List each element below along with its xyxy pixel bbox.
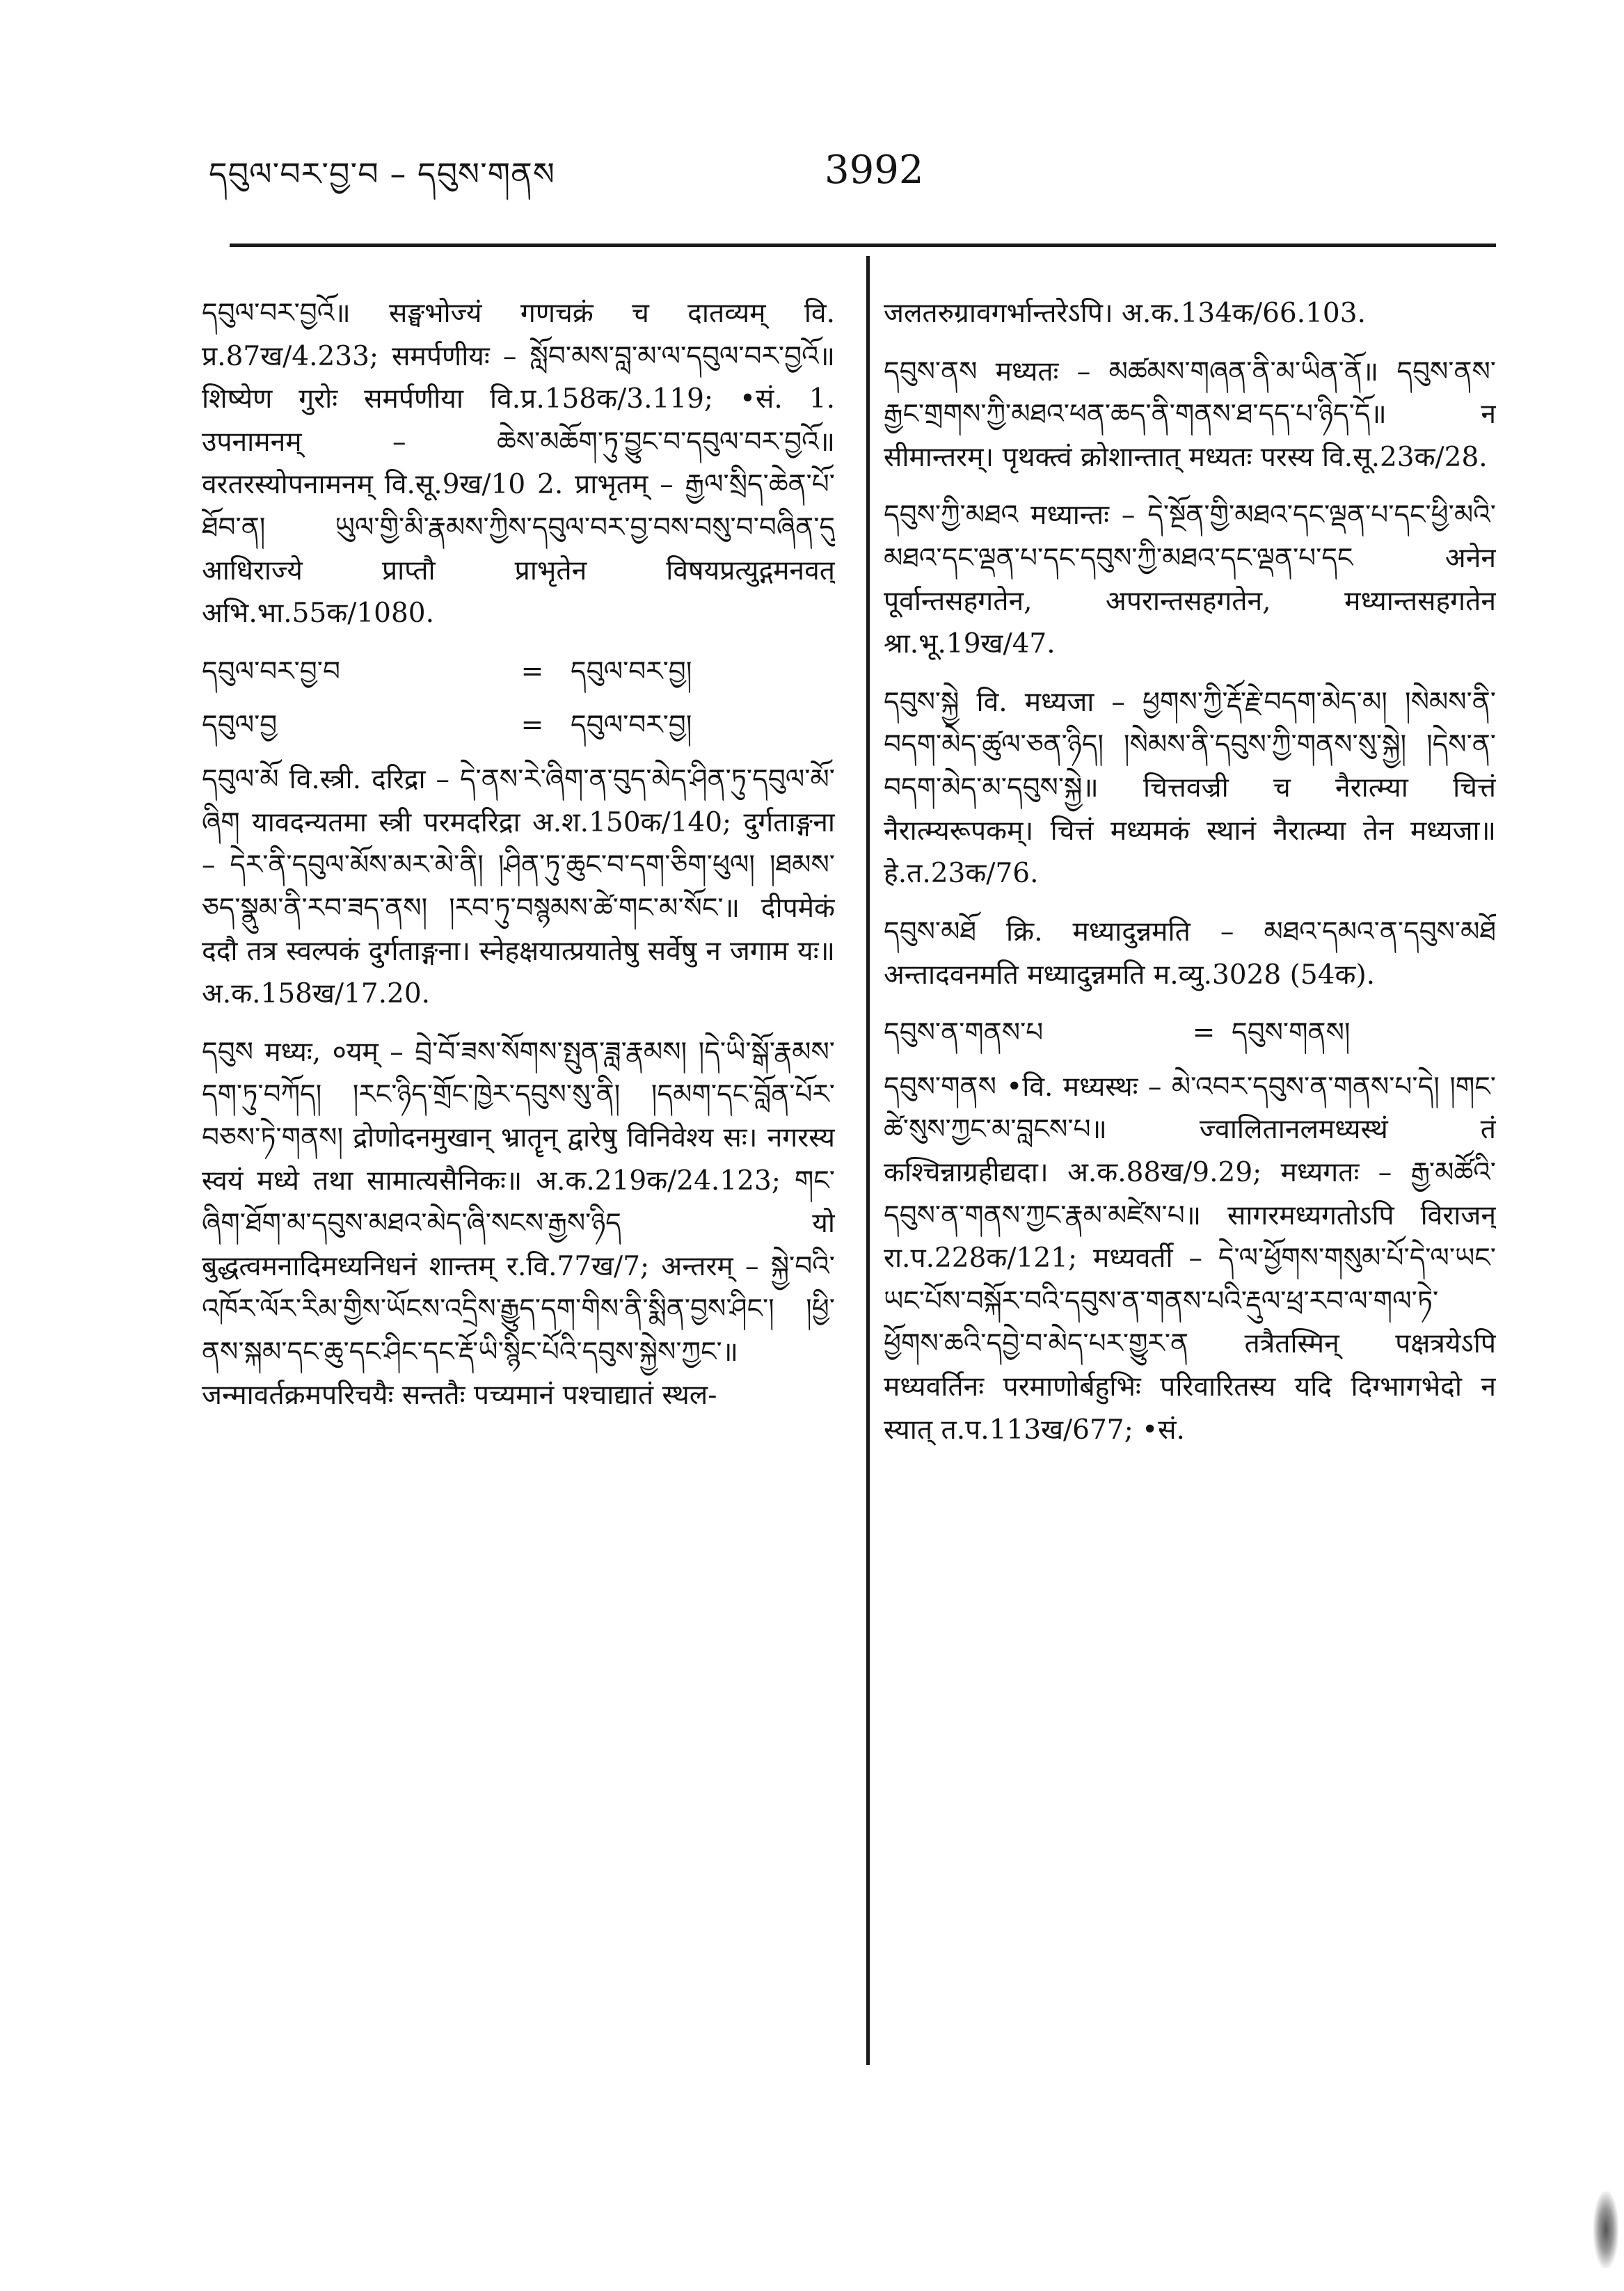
equals-sign: = xyxy=(520,710,544,742)
running-head: དབུལ་བར་བྱ་བ – དབུས་གནས xyxy=(209,155,555,193)
cross-reference xyxy=(202,704,835,747)
dictionary-entry: དབུས་ཀྱི་མཐའ मध्यान्तः – དེ་སྔོན་གྱི་མཐའ་དང་ལྡན་པ་དང་ཕྱི་མའི་མཐའ་དང་ལྡན་པ་དང་དབུས་ཀྱི་མཐའ་དང་ལྡན་པ་དང अनेन पूर्वान्तसहगतेन, अपरान्तसहगतेन, मध्यान्तसहगतेन श्रा.भू.19ख/47. xyxy=(884,500,1496,660)
header-rule xyxy=(230,244,1496,247)
cross-reference-target: དབུས་གནས། xyxy=(1232,1017,1351,1049)
equals-sign: = xyxy=(1192,1017,1216,1049)
right-column xyxy=(884,292,1496,2240)
dictionary-entry: जलतरुग्रावगर्भान्तरेऽपि। अ.क.134क/66.103. xyxy=(884,298,1366,329)
dictionary-entry: དབུས मध्यः, ०यम् – བྲེ་བོ་ཟས་སོགས་སྤུན་ཟླ་རྣམས། །དེ་ཡི་སྒོ་རྣམས་དག་ཏུ་བཀོད། །རང་ཉིད་གྲོང་ཁྱེར་དབུས་སུ་ནི། །དམག་དང་བློན་པོར་བཅས་ཏེ་གནས། द्रोणोदनमुखान् भ्रातॄन् द्वारेषु विनिवेश्य सः। नगरस्य स्वयं मध्ये तथा सामात्यसैनिकः॥ अ.क.219क/24.123; གང་ཞིག་ཐོག་མ་དབུས་མཐའ་མེད་ཞི་སངས་རྒྱས་ཉིད यो बुद्धत्वमनादिमध्यनिधनं शान्तम् र.वि.77ख/7; अन्तरम् – སྐྱེ་བའི་འཁོར་ལོར་རིམ་གྱིས་ཡོངས་འདྲིས་རྒྱུད་དག་གིས་ནི་སྨིན་བྱས་ཤིང་། །ཕྱི་ནས་སྐམ་དང་ཆུ་དང་ཤིང་དང་རྡོ་ཡི་སྙིང་པོའི་དབུས་སྐྱེས་ཀྱང་॥ जन्मावर्तक्रमपरिचयैः सन्ततैः पच्यमानं पश्चाद्यातं स्थल- xyxy=(202,1036,835,1411)
cross-reference-term: དབུས་ན་གནས་པ xyxy=(884,1017,1044,1049)
cross-reference-term: དབུལ་བྱ xyxy=(202,710,278,742)
dictionary-entry: དབུལ་མོ वि.स्त्री. दरिद्रा – དེ་ནས་རེ་ཞིག་ན་བུད་མེད་ཤིན་ཏུ་དབུལ་མོ་ཞིག यावदन्यतमा स्त्री परमदरिद्रा अ.श.150क/140; दुर्गताङ्गना – དེར་ནི་དབུལ་མོས་མར་མེ་ནི། །ཤིན་ཏུ་ཆུང་བ་དག་ཅིག་ཕུལ། །ཐམས་ཅད་སྣུམ་ནི་རབ་ཟད་ནས། །རབ་ཏུ་བསྙམས་ཚེ་གང་མ་སོང་॥ दीपमेकं ददौ तत्र स्वल्पकं दुर्गताङ्गना। स्नेहक्षयात्प्रयातेषु सर्वेषु न जगाम यः॥ अ.क.158ख/17.20. xyxy=(202,764,835,1010)
dictionary-entry: དབུལ་བར་བྱའོ॥ सङ्घभोज्यं गणचक्रं च दातव्यम् वि. प्र.87ख/4.233; समर्पणीयः – སློབ་མས་བླ་མ་ལ་དབུལ་བར་བྱའོ॥ शिष्येण गुरोः समर्पणीया वि.प्र.158क/3.119; •सं. 1. उपनामनम् – ཆེས་མཆོག་ཏུ་བྱུང་བ་དབུལ་བར་བྱའོ॥ वरतरस्योपनामनम् वि.सू.9ख/10 2. प्राभृतम् – རྒྱལ་སྲིད་ཆེན་པོ་ཐོབ་ན། ཡུལ་གྱི་མི་རྣམས་ཀྱིས་དབུལ་བར་བྱ་བས་བསུ་བ་བཞིན་དུ आधिराज्ये प्राप्तौ प्राभृतेन विषयप्रत्युद्गमनवत् अभि.भा.55क/1080. xyxy=(202,298,835,630)
left-column xyxy=(202,292,835,2240)
dictionary-entry: དབུས་གནས •वि. मध्यस्थः – མེ་འབར་དབུས་ན་གནས་པ་དེ། །གང་ཚེ་སུས་ཀྱང་མ་བླངས་པ॥ ज्वालितानलमध्यस्थं तं कश्चिन्नाग्रहीद्यदा। अ.क.88ख/9.29; मध्यगतः – རྒྱ་མཚོའི་དབུས་ན་གནས་ཀྱང་རྣམ་མཛེས་པ॥ सागरमध्यगतोऽपि विराजन् रा.प.228क/121; मध्यवर्ती – དེ་ལ་ཕྱོགས་གསུམ་པོ་དེ་ལ་ཡང་ཡང་པོས་བསྐོར་བའི་དབུས་ན་གནས་པའི་རྡུལ་ཕྲ་རབ་ལ་གལ་ཏེ་ཕྱོགས་ཆའི་དབྱེ་བ་མེད་པར་གྱུར་ན तत्रैतस्मिन् पक्षत्रयेऽपि मध्यवर्तिनः परमाणोर्बहुभिः परिवारितस्य यदि दिग्भागभेदो न स्यात् त.प.113ख/677; •सं. xyxy=(884,1071,1496,1446)
cross-reference-target: དབུལ་བར་བྱ། xyxy=(571,710,692,742)
cross-reference xyxy=(884,1012,1496,1055)
scan-artifact xyxy=(1593,2192,1618,2268)
dictionary-entry: དབུས་མཐོ क्रि. मध्यादुन्नमति – མཐའ་དམའ་ན་དབུས་མཐོ अन्तादवनमति मध्यादुन्नमति म.व्यु.3028 (54क). xyxy=(884,916,1496,991)
cross-reference-target: དབུལ་བར་བྱ། xyxy=(571,655,692,687)
dictionary-entry: དབུས་སྐྱེ वि. मध्यजा – ཕྱགས་ཀྱི་རྡོ་རྗེ་བདག་མེད་མ། །སེམས་ནི་བདག་མེད་ཚུལ་ཅན་ཉིད། །སེམས་ནི་དབུས་ཀྱི་གནས་སུ་སྐྱེ། །དེས་ན་བདག་མེད་མ་དབུས་སྐྱེ॥ चित्तवज्री च नैरात्म्या चित्तं नैरात्म्यरूपकम्। चित्तं मध्यमकं स्थानं नैरात्म्या तेन मध्यजा॥ हे.त.23क/76. xyxy=(884,686,1496,890)
dictionary-entry: དབུས་ནས मध्यतः – མཚམས་གཞན་ནི་མ་ཡིན་ནོ॥ དབུས་ནས་རྒྱང་གྲགས་ཀྱི་མཐའ་ཕན་ཆད་ནི་གནས་ཐ་དད་པ་ཉིད་དོ॥ न सीमान्तरम्। पृथक्त्वं क्रोशान्तात् मध्यतः परस्य वि.सू.23क/28. xyxy=(884,356,1496,473)
cross-reference-term: དབུལ་བར་བྱ་བ xyxy=(202,655,340,687)
page-number: 3992 xyxy=(825,147,924,193)
column-divider xyxy=(866,256,870,2065)
cross-reference xyxy=(202,650,835,694)
equals-sign: = xyxy=(520,655,544,687)
